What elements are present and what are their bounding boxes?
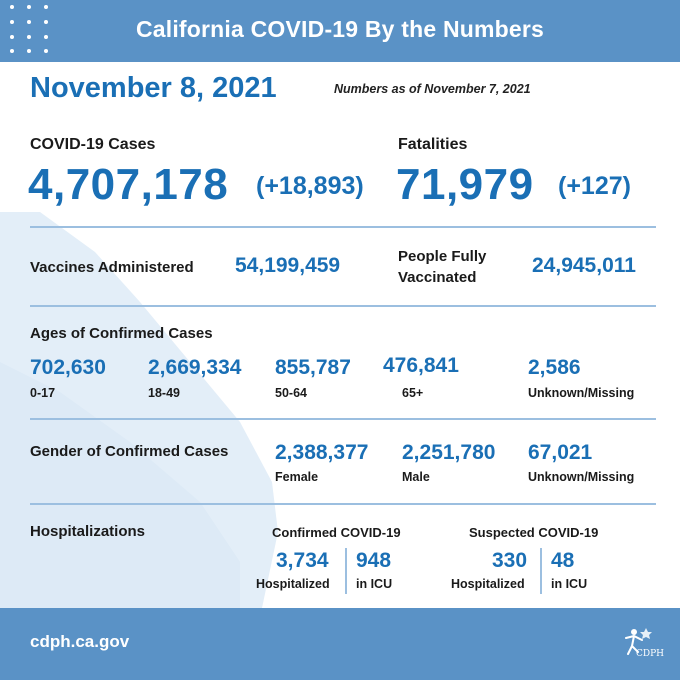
age-value-50-64: 855,787 [275,356,351,379]
suspected-icu-value: 48 [551,549,575,572]
age-label-18-49: 18-49 [148,386,180,400]
divider [30,305,656,307]
divider [30,503,656,505]
age-label-unknown: Unknown/Missing [528,386,635,400]
confirmed-icu-label: in ICU [356,577,393,591]
hospitalizations-label: Hospitalizations [30,523,146,540]
cases-label: COVID-19 Cases [30,136,156,153]
gender-label-male: Male [402,470,430,484]
suspected-icu-label: in ICU [551,577,588,591]
age-value-18-49: 2,669,334 [148,356,242,379]
confirmed-hospitalized-value: 3,734 [276,549,329,572]
gender-value-unknown: 67,021 [528,441,593,464]
suspected-hospitalized-label: Hospitalized [451,577,525,591]
suspected-hospitalized-value: 330 [492,549,528,572]
page-title: California COVID-19 By the Numbers [135,16,545,42]
cases-value: 4,707,178 [28,160,229,209]
logo-text: CDPH [636,649,665,659]
gender-label-unknown: Unknown/Missing [528,470,635,484]
divider [345,548,347,594]
gender-value-female: 2,388,377 [275,441,369,464]
cases-delta: (+18,893) [256,172,364,200]
confirmed-heading: Confirmed COVID-19 [272,525,401,540]
confirmed-icu-value: 948 [356,549,392,572]
fully-vaccinated-label-line1: People Fully [398,248,487,265]
gender-value-male: 2,251,780 [402,441,496,464]
age-label-65-plus: 65+ [402,386,424,400]
cdph-logo-icon [620,622,664,666]
suspected-heading: Suspected COVID-19 [469,525,599,540]
fatalities-value: 71,979 [396,160,534,209]
gender-label-female: Female [275,470,319,484]
website-link[interactable]: cdph.ca.gov [30,632,130,651]
age-label-0-17: 0-17 [30,386,56,400]
age-label-50-64: 50-64 [275,386,307,400]
age-value-unknown: 2,586 [528,356,581,379]
fatalities-delta: (+127) [558,172,631,200]
fully-vaccinated-value: 24,945,011 [532,254,636,277]
age-value-0-17: 702,630 [30,356,106,379]
divider [30,418,656,420]
fully-vaccinated-label-line2: Vaccinated [398,269,477,286]
fatalities-label: Fatalities [398,136,468,153]
divider [540,548,542,594]
gender-label: Gender of Confirmed Cases [30,443,229,460]
age-value-65-plus: 476,841 [383,354,459,377]
divider [30,226,656,228]
vaccines-label: Vaccines Administered [30,259,194,276]
header-bar [0,0,680,62]
as-of-note: Numbers as of November 7, 2021 [334,82,531,96]
report-date: November 8, 2021 [30,72,277,104]
ages-label: Ages of Confirmed Cases [30,325,213,342]
confirmed-hospitalized-label: Hospitalized [256,577,330,591]
vaccines-value: 54,199,459 [235,254,341,277]
